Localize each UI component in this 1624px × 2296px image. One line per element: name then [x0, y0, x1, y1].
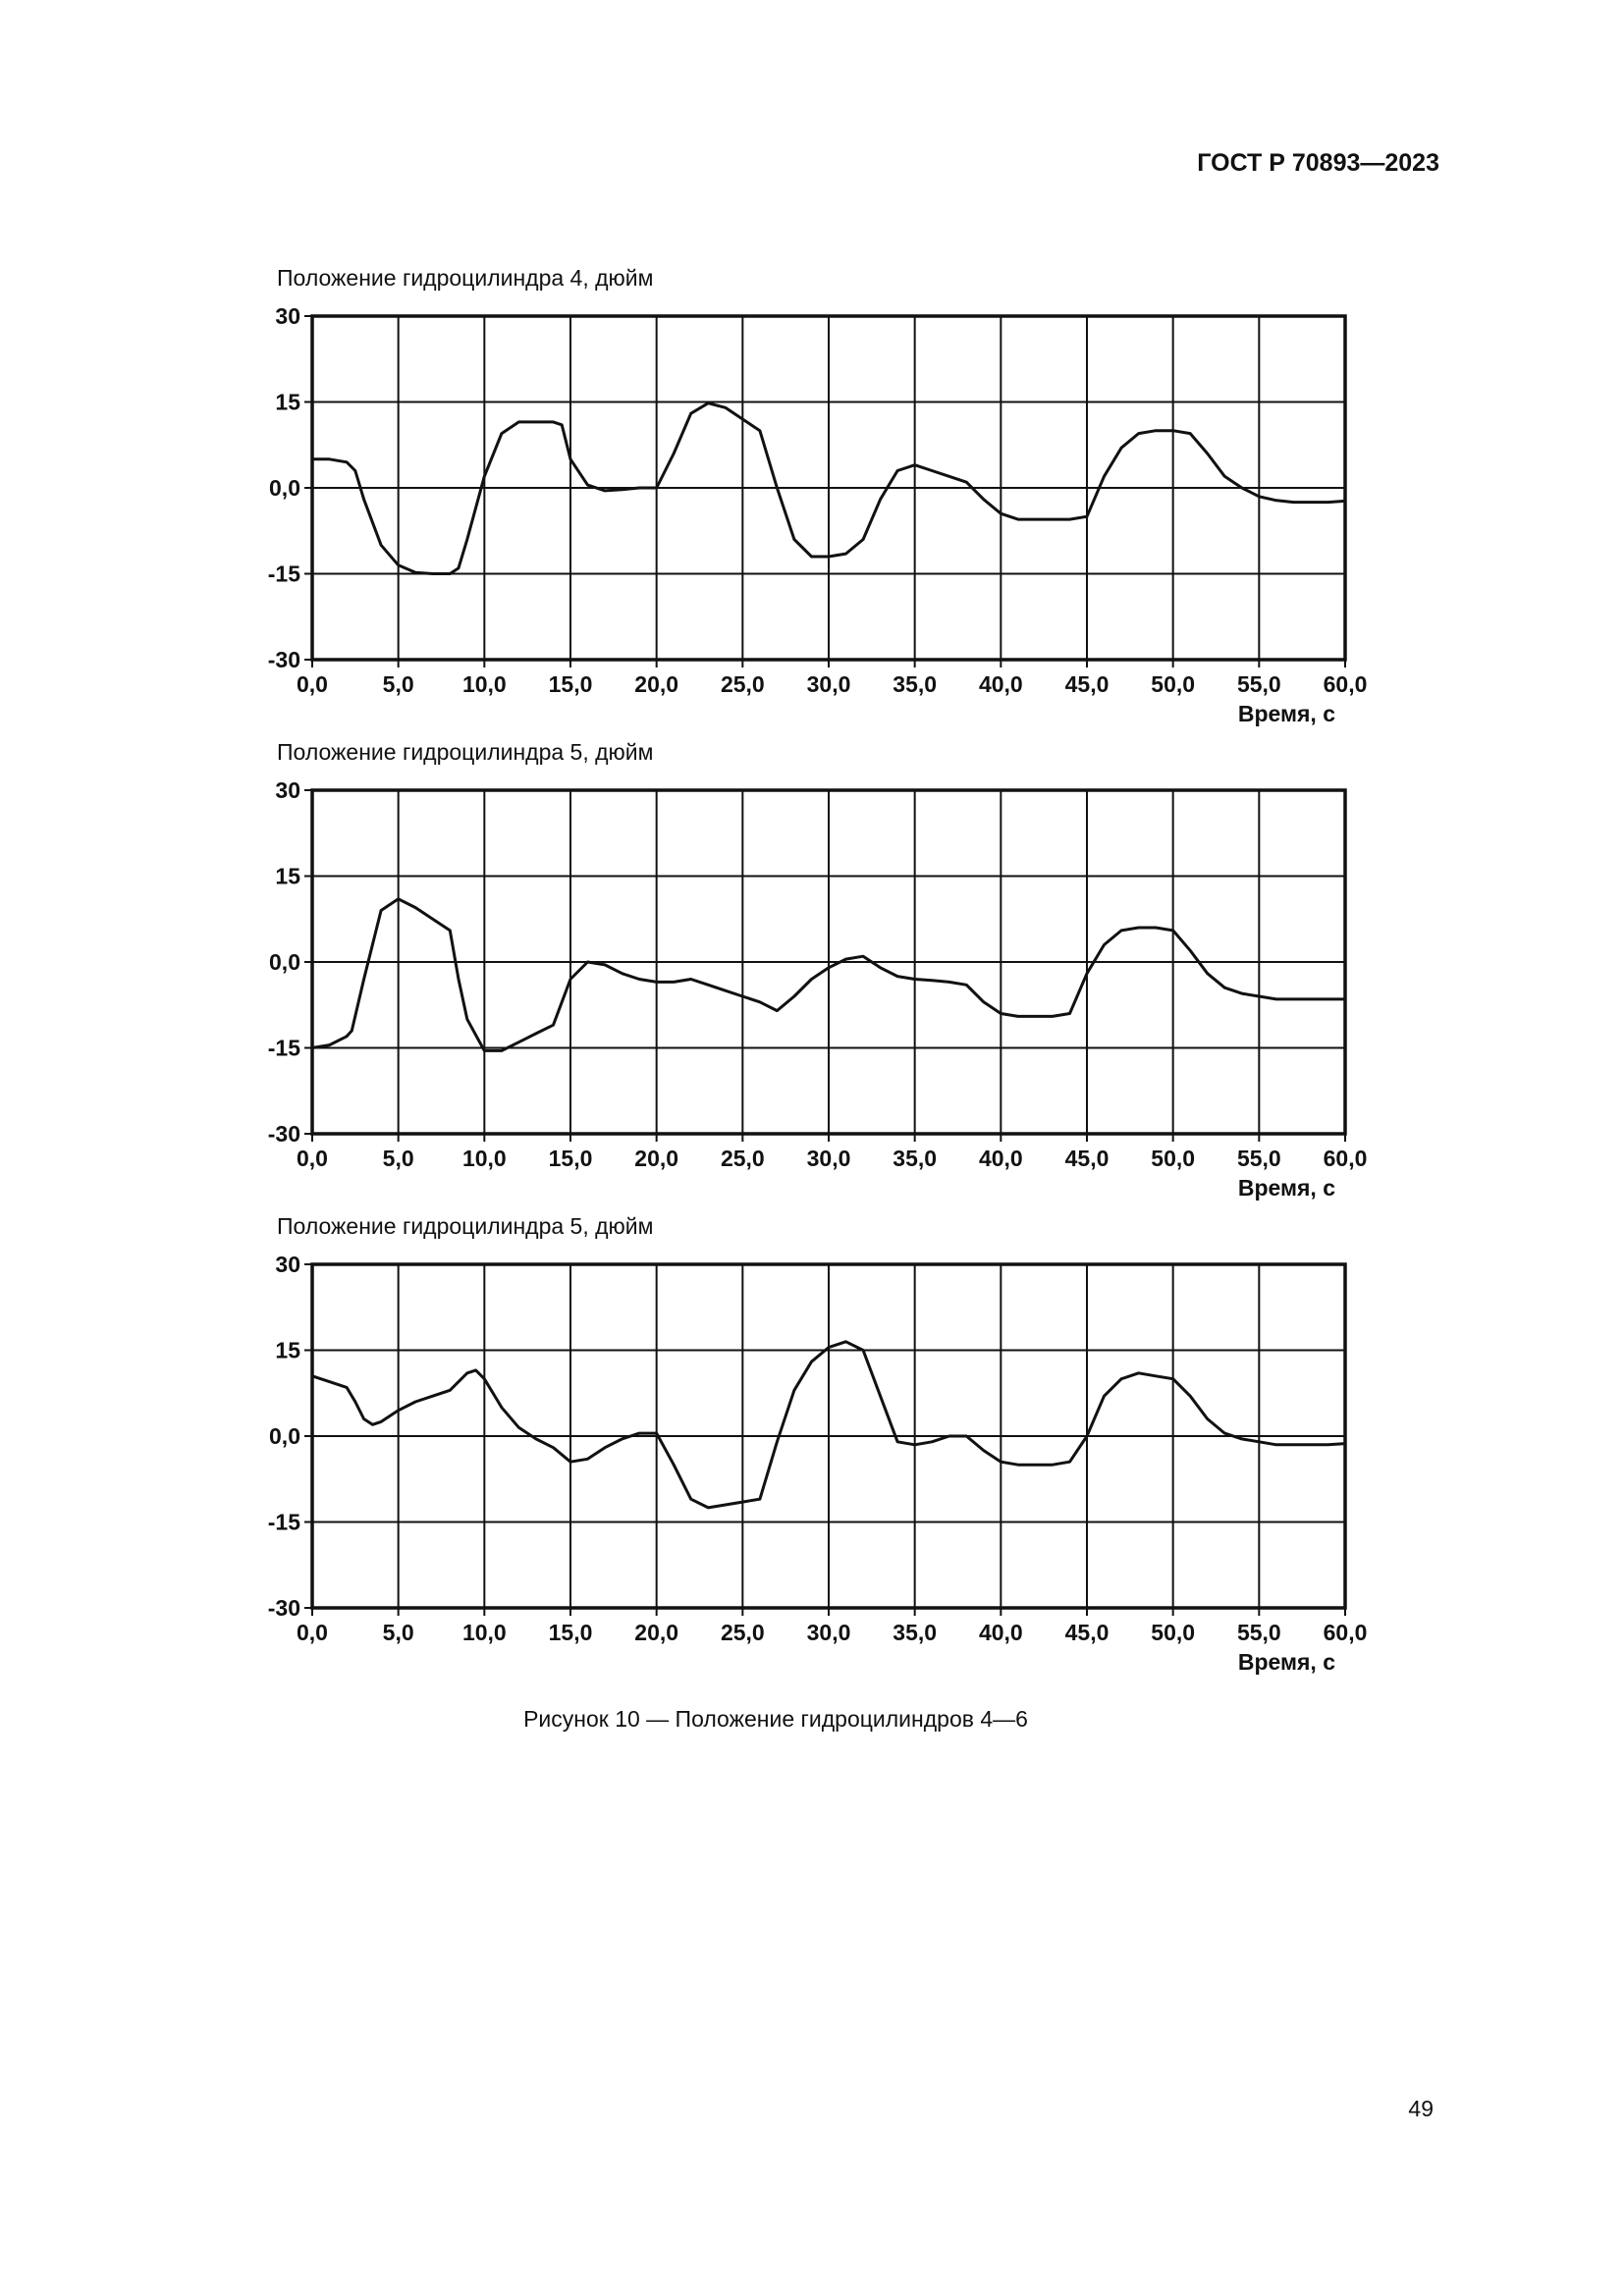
- x-tick-label: 20,0: [634, 1620, 679, 1645]
- x-tick-label: 25,0: [720, 671, 765, 697]
- y-tick-label: -15: [267, 1509, 300, 1535]
- chart-svg: [255, 1213, 1384, 1684]
- x-tick-label: 5,0: [382, 671, 414, 697]
- y-tick-label: 0,0: [269, 1423, 300, 1449]
- y-tick-label: 0,0: [269, 475, 300, 501]
- y-tick-label: -30: [267, 1595, 300, 1621]
- x-tick-label: 10,0: [461, 671, 507, 697]
- x-tick-label: 25,0: [720, 1146, 765, 1171]
- x-tick-label: 45,0: [1064, 671, 1110, 697]
- page-number: 49: [1408, 2096, 1434, 2121]
- x-tick-label: 35,0: [893, 1146, 938, 1171]
- y-tick-label: -30: [267, 647, 300, 672]
- x-tick-label: 55,0: [1236, 1146, 1281, 1171]
- x-tick-label: 10,0: [461, 1620, 507, 1645]
- x-tick-label: 40,0: [978, 1146, 1023, 1171]
- x-tick-label: 35,0: [893, 1620, 938, 1645]
- y-tick-label: 0,0: [269, 949, 300, 975]
- x-tick-label: 10,0: [461, 1146, 507, 1171]
- y-tick-label: 15: [275, 389, 300, 415]
- x-tick-label: 0,0: [297, 1146, 328, 1171]
- x-tick-label: 0,0: [297, 671, 328, 697]
- chart-cylinder-5: [255, 739, 1384, 1210]
- x-axis-label: Время, с: [1237, 1649, 1335, 1675]
- x-tick-label: 55,0: [1236, 1620, 1281, 1645]
- y-tick-label: -15: [267, 1035, 300, 1061]
- x-tick-label: 5,0: [382, 1620, 414, 1645]
- x-tick-label: 20,0: [634, 671, 679, 697]
- x-tick-label: 45,0: [1064, 1620, 1110, 1645]
- x-tick-label: 40,0: [978, 671, 1023, 697]
- x-tick-label: 55,0: [1236, 671, 1281, 697]
- chart-cylinder-5-second: [255, 1213, 1384, 1684]
- chart-cylinder-4: [255, 265, 1384, 736]
- y-tick-label: 15: [275, 1337, 300, 1363]
- x-tick-label: 15,0: [548, 1146, 593, 1171]
- y-tick-label: 30: [275, 1252, 300, 1277]
- x-tick-label: 60,0: [1323, 1146, 1368, 1171]
- x-tick-label: 30,0: [806, 1146, 851, 1171]
- chart-svg: [255, 739, 1384, 1210]
- x-tick-label: 60,0: [1323, 1620, 1368, 1645]
- x-tick-label: 15,0: [548, 671, 593, 697]
- x-tick-label: 40,0: [978, 1620, 1023, 1645]
- x-tick-label: 35,0: [893, 671, 938, 697]
- chart-title: Положение гидроцилиндра 5, дюйм: [277, 1213, 654, 1239]
- figure-caption: Рисунок 10 — Положение гидроцилиндров 4—6: [523, 1706, 1028, 1732]
- x-tick-label: 0,0: [297, 1620, 328, 1645]
- x-tick-label: 30,0: [806, 671, 851, 697]
- x-tick-label: 5,0: [382, 1146, 414, 1171]
- y-tick-label: 30: [275, 777, 300, 803]
- x-tick-label: 45,0: [1064, 1146, 1110, 1171]
- y-tick-label: -15: [267, 561, 300, 587]
- x-tick-label: 50,0: [1151, 1620, 1196, 1645]
- y-tick-label: 15: [275, 863, 300, 889]
- chart-svg: [255, 265, 1384, 736]
- x-tick-label: 50,0: [1151, 1146, 1196, 1171]
- x-tick-label: 25,0: [720, 1620, 765, 1645]
- x-tick-label: 30,0: [806, 1620, 851, 1645]
- chart-title: Положение гидроцилиндра 5, дюйм: [277, 739, 654, 765]
- y-tick-label: 30: [275, 303, 300, 329]
- chart-title: Положение гидроцилиндра 4, дюйм: [277, 265, 654, 291]
- x-axis-label: Время, с: [1237, 1175, 1335, 1201]
- y-tick-label: -30: [267, 1121, 300, 1147]
- x-tick-label: 15,0: [548, 1620, 593, 1645]
- x-tick-label: 50,0: [1151, 671, 1196, 697]
- x-tick-label: 60,0: [1323, 671, 1368, 697]
- x-axis-label: Время, с: [1237, 701, 1335, 726]
- document-header: ГОСТ Р 70893—2023: [1197, 149, 1439, 177]
- x-tick-label: 20,0: [634, 1146, 679, 1171]
